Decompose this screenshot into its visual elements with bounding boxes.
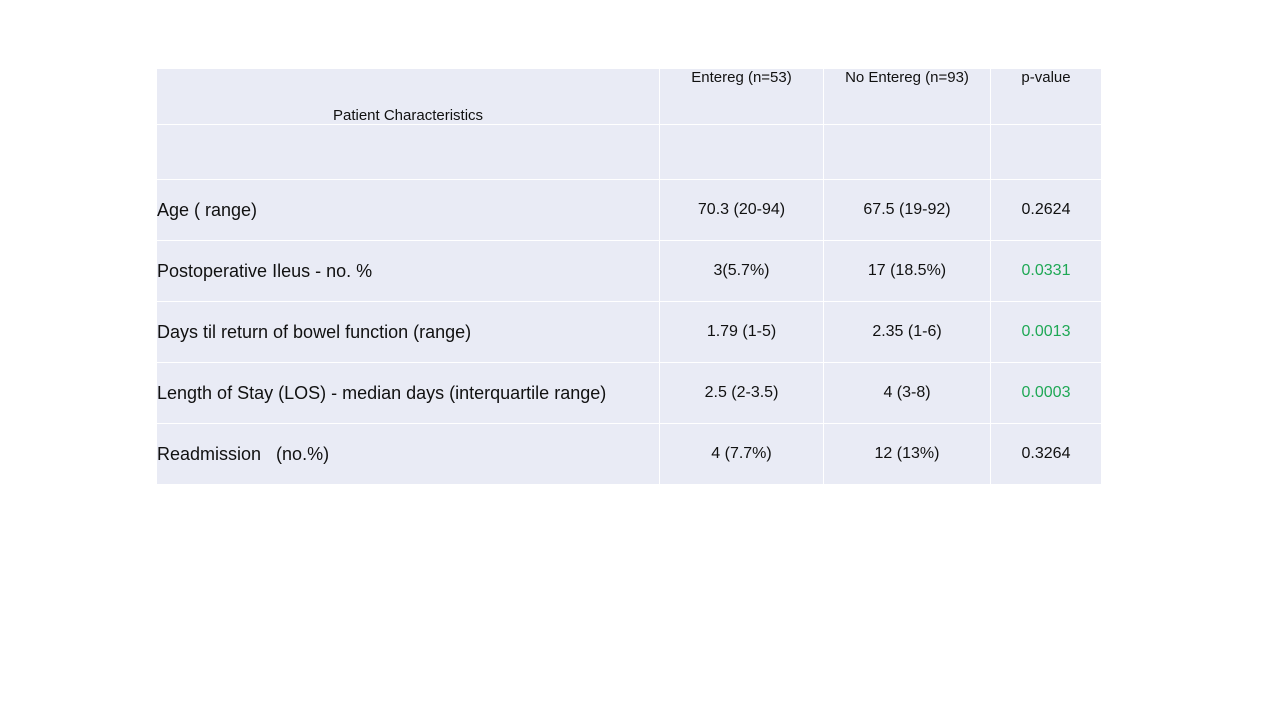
p-value-significant: 0.0003 — [991, 363, 1102, 424]
empty-cell — [157, 125, 660, 180]
table-row — [157, 241, 1102, 302]
no-entereg-value: 12 (13%) — [824, 424, 991, 485]
entereg-value: 4 (7.7%) — [660, 424, 824, 485]
entereg-value: 3(5.7%) — [660, 241, 824, 302]
p-value-significant: 0.0331 — [991, 241, 1102, 302]
p-value: 0.3264 — [991, 424, 1102, 485]
empty-cell — [991, 125, 1102, 180]
entereg-value: 2.5 (2-3.5) — [660, 363, 824, 424]
entereg-value: 70.3 (20-94) — [660, 180, 824, 241]
row-label: Readmission (no.%) — [157, 424, 660, 485]
empty-cell — [824, 125, 991, 180]
table-row — [157, 424, 1102, 485]
header-no-entereg: No Entereg (n=93) — [824, 69, 991, 125]
no-entereg-value: 4 (3-8) — [824, 363, 991, 424]
table-header-row — [157, 69, 1102, 125]
header-entereg: Entereg (n=53) — [660, 69, 824, 125]
table-row — [157, 302, 1102, 363]
row-label: Days til return of bowel function (range) — [157, 302, 660, 363]
header-p-value: p-value — [991, 69, 1102, 125]
row-label: Postoperative Ileus - no. % — [157, 241, 660, 302]
no-entereg-value: 2.35 (1-6) — [824, 302, 991, 363]
row-label: Age ( range) — [157, 180, 660, 241]
table-row — [157, 363, 1102, 424]
no-entereg-value: 17 (18.5%) — [824, 241, 991, 302]
header-patient-characteristics: Patient Characteristics — [157, 69, 660, 125]
p-value-significant: 0.0013 — [991, 302, 1102, 363]
table-row — [157, 180, 1102, 241]
row-label: Length of Stay (LOS) - median days (interquartile range) — [157, 363, 660, 424]
patient-characteristics-table — [156, 68, 1102, 485]
no-entereg-value: 67.5 (19-92) — [824, 180, 991, 241]
entereg-value: 1.79 (1-5) — [660, 302, 824, 363]
empty-row — [157, 125, 1102, 180]
empty-cell — [660, 125, 824, 180]
p-value: 0.2624 — [991, 180, 1102, 241]
